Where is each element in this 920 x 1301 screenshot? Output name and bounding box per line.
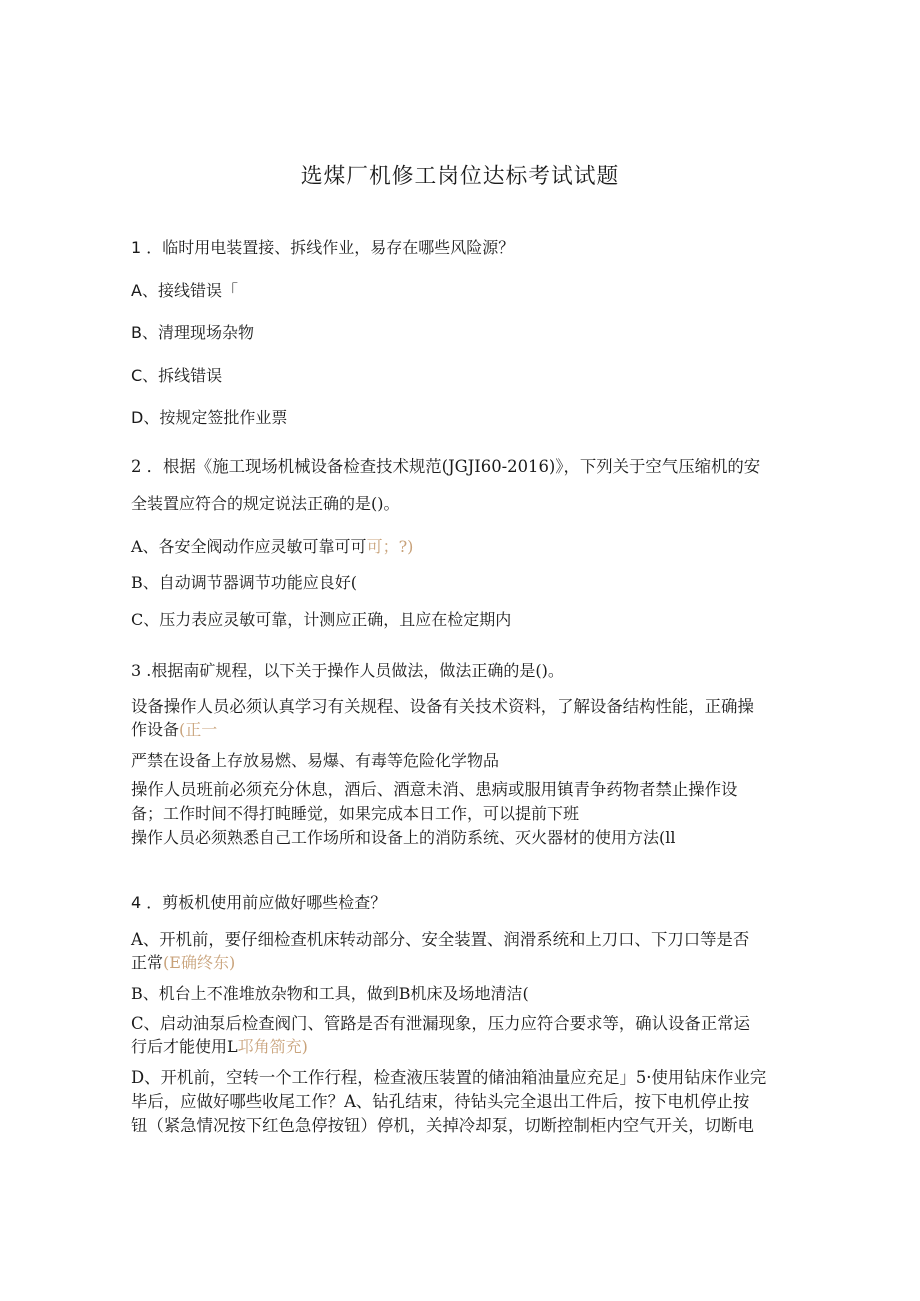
q4-stem: 4 ．剪板机使用前应做好哪些检查？	[131, 893, 387, 912]
q3-option-4: 操作人员必须熟悉自己工作场所和设备上的消防系统、灭火器材的使用方法(ll	[131, 828, 676, 847]
q2-option-c: C、压力表应灵敏可靠，计测应正确，且应在检定期内	[131, 610, 512, 629]
q2-stem-line2: 全装置应符合的规定说法正确的是()。	[131, 494, 400, 513]
q3-option-1-text: 作设备	[131, 720, 180, 739]
q3-option-3-line1: 操作人员班前必须充分休息，酒后、酒意未消、患病或服用镇青争药物者禁止操作设	[131, 780, 738, 799]
q4-option-b: B、机台上不准堆放杂物和工具，做到B机床及场地清洁(	[131, 984, 529, 1003]
q3-option-1-line1: 设备操作人员必须认真学习有关规程、设备有关技术资料，了解设备结构性能，正确操	[131, 697, 754, 716]
q4-option-a-text: 正常	[131, 953, 164, 972]
q4-option-c-line2	[131, 1037, 308, 1057]
q2-option-a-text: A、各安全阀动作应灵敏可靠可可	[131, 537, 367, 556]
q1-option-d: D、按规定签批作业票	[131, 408, 288, 427]
q4-option-a-line1: A、开机前，要仔细检查机床转动部分、安全装置、润滑系统和上刀口、下刀口等是否	[131, 930, 750, 949]
q1-stem: 1 ．临时用电装置接、拆线作业，易存在哪些风险源？	[131, 238, 515, 257]
q4-option-c-line1: C、启动油泵后检查阀门、管路是否有泄漏现象，压力应符合要求等，确认设备正常运	[131, 1014, 750, 1033]
q4-option-d-line2: 毕后，应做好哪些收尾工作？A、钻孔结束，待钻头完全退出工件后，按下电机停止按	[131, 1092, 750, 1111]
q4-option-c-mark: 邛角箚充)	[237, 1037, 308, 1056]
page-title: 选煤厂机修工岗位达标考试试题	[300, 164, 620, 189]
q3-option-3-line2: 备；工作时间不得打盹睡觉，如果完成本日工作，可以提前下班	[131, 804, 580, 823]
q3-stem: 3 .根据南矿规程，以下关于操作人员做法，做法正确的是()。	[131, 661, 564, 680]
q3-option-1-mark: (正一	[179, 720, 218, 739]
q1-option-b: B、清理现场杂物	[131, 323, 254, 342]
q3-option-2: 严禁在设备上存放易燃、易爆、有毒等危险化学物品	[131, 751, 500, 770]
q4-option-c-text: 行后才能使用L	[131, 1037, 238, 1056]
q1-option-c: C、拆线错误	[131, 366, 223, 385]
q2-option-a	[131, 537, 413, 557]
q2-stem-line1: 2 ．根据《施工现场机械设备检查技术规范(JGJI60-2016)》，下列关于空气压缩机的安	[131, 457, 761, 476]
q4-option-d-line1: D、开机前，空转一个工作行程，检查液压装置的储油箱油量应充足」5·使用钻床作业完	[131, 1068, 767, 1087]
q1-option-a: A、接线错误「	[131, 281, 238, 300]
q2-option-a-mark: 可；?)	[366, 537, 414, 556]
q4-option-d-line3: 钮（紧急情况按下红色急停按钮）停机，关掉冷却泵，切断控制柜内空气开关，切断电	[131, 1116, 754, 1135]
q2-option-b: B、自动调节器调节功能应良好(	[131, 573, 358, 592]
q3-option-1-line2	[131, 720, 217, 740]
q4-option-a-mark: (E确终东)	[163, 953, 236, 972]
q4-option-a-line2	[131, 953, 235, 973]
